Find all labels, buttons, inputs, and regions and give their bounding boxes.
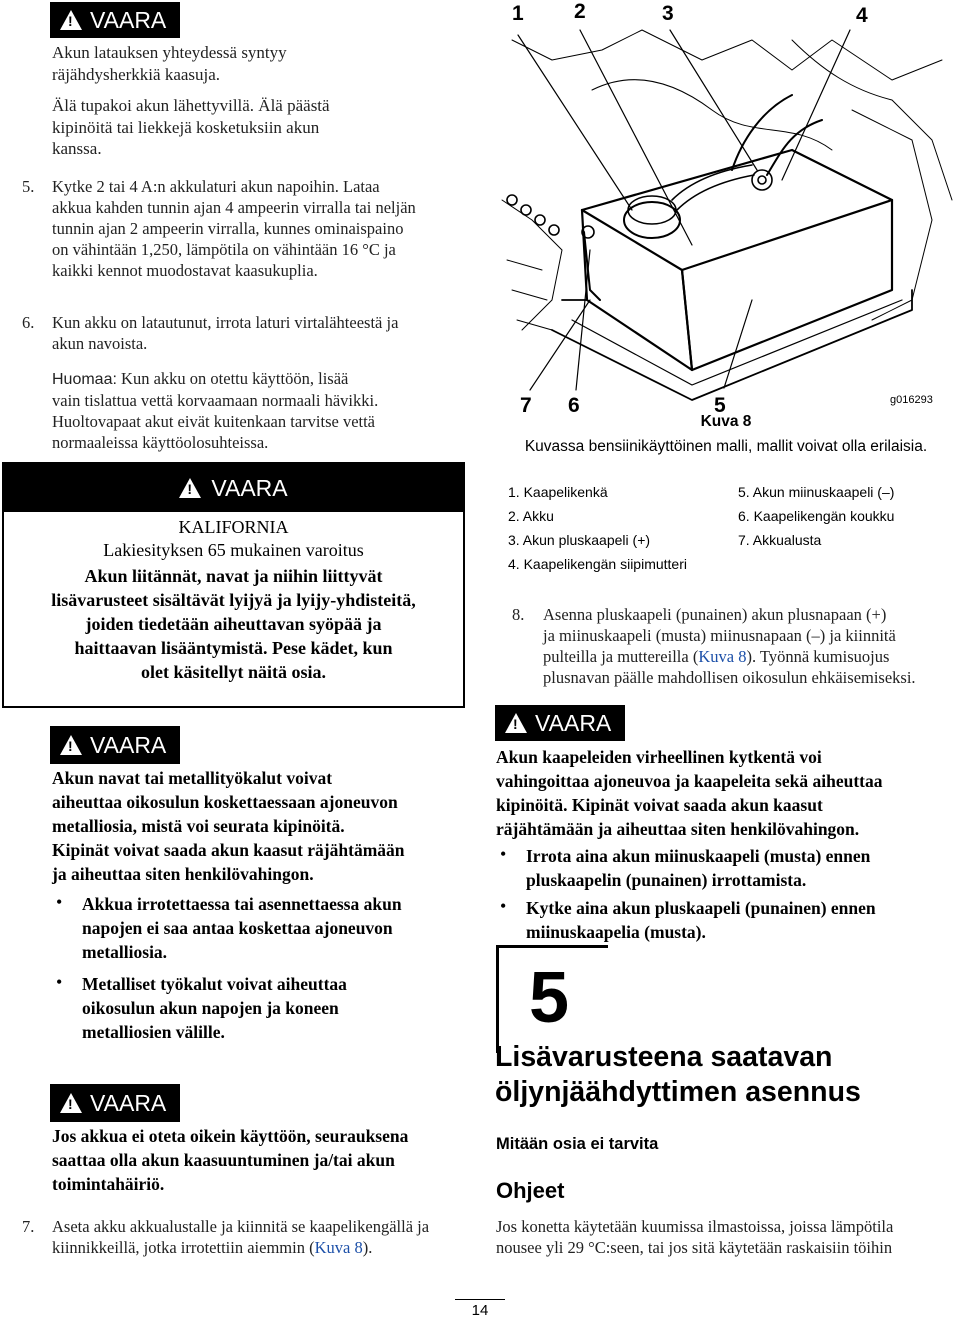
callout-5: 5 <box>714 394 726 417</box>
page-number-rule <box>455 1299 505 1300</box>
bullet-text <box>526 896 876 944</box>
text-line: Aseta akku akkualustalle ja kiinnitä se kaapelikengällä ja <box>52 1217 430 1236</box>
warning-text <box>52 1124 408 1196</box>
legend-left <box>508 480 687 576</box>
text-line: akkua kahden tunnin ajan 4 ampeerin virralla tai neljän <box>52 198 416 217</box>
section-title <box>495 1040 861 1110</box>
warning-text <box>52 766 405 886</box>
figure-caption: Kuvassa bensiinikäyttöinen malli, mallit voivat olla erilaisia. <box>524 438 928 455</box>
callout-7: 7 <box>520 394 532 417</box>
text-line: Asenna pluskaapeli (punainen) akun plusnapaan (+) <box>543 605 887 624</box>
text-line: Akun latauksen yhteydessä syntyy <box>52 43 287 62</box>
text-line: pulteilla ja muttereilla ( <box>543 647 699 666</box>
text-line: Metalliset työkalut voivat aiheuttaa <box>82 974 347 994</box>
bullet-icon: • <box>56 972 63 992</box>
text-line: ja aiheuttaa siten henkilövahingon. <box>52 864 314 884</box>
text-line: Kun akku on latautunut, irrota laturi virtalähteestä ja <box>52 313 399 332</box>
figure-link[interactable]: Kuva 8 <box>698 647 747 666</box>
warning-triangle-icon <box>60 10 82 30</box>
text-line: Kun akku on otettu käyttöön, lisää <box>121 369 349 388</box>
warning-label: VAARA <box>535 710 612 736</box>
figure-title: Kuva 8 <box>700 413 752 430</box>
section-number: 5 <box>529 958 570 1038</box>
text-line: kipinöitä. Kipinät voivat saada akun kaasut <box>496 795 823 815</box>
text-line: nousee yli 29 °C:seen, tai jos sitä käytetään raskaisiin töihin <box>496 1238 893 1257</box>
warning-triangle-icon <box>179 478 201 498</box>
warning-label: VAARA <box>90 1090 167 1116</box>
section-number-box <box>496 945 608 1053</box>
bullet-text <box>526 844 870 892</box>
text-line: ja miinuskaapeli (musta) miinusnapaan (–) ja kiinnitä <box>543 626 896 645</box>
text-line: lisävarusteet sisältävät lyijyä ja lyijy-yhdisteitä, <box>51 590 416 610</box>
warning-header <box>4 464 463 512</box>
step-text <box>52 312 398 354</box>
warning-triangle-icon <box>60 1093 82 1113</box>
text-line: on vähintään 1,250, lämpötila on vähintään 16 °C ja <box>52 240 396 259</box>
bullet-icon: • <box>500 896 507 916</box>
text-line: Lisävarusteena saatavan <box>495 1041 833 1073</box>
bullet-icon: • <box>56 892 63 912</box>
california-title <box>4 516 463 562</box>
text-line: pluskaapelin (punainen) irrottamista. <box>526 870 807 890</box>
text-line: metalliosia. <box>82 942 168 962</box>
warning-header <box>50 2 180 38</box>
text-line: kanssa. <box>52 139 102 158</box>
note-label: Huomaa: <box>52 371 117 388</box>
step-text <box>52 1216 429 1258</box>
text-line: öljynjäähdyttimen asennus <box>495 1076 861 1108</box>
text-line: Älä tupakoi akun lähettyvillä. Älä päästä <box>52 96 330 115</box>
text-line: olet käsitellyt näitä osia. <box>141 662 326 682</box>
warning-header <box>495 705 625 741</box>
california-text <box>4 564 463 684</box>
text-line: joiden tiedetään aiheuttavan syöpää ja <box>85 614 382 634</box>
text-line: KALIFORNIA <box>178 517 289 537</box>
bullet-icon: • <box>500 844 507 864</box>
text-line: miinuskaapelia (musta). <box>526 922 706 942</box>
text-line: Akun liitännät, navat ja niihin liittyvät <box>84 566 383 586</box>
step-number: 6. <box>22 313 35 332</box>
text-line: oikosulun akun napojen ja koneen <box>82 998 339 1018</box>
legend-item: 2. Akku <box>508 508 554 524</box>
warning-label: VAARA <box>211 474 288 501</box>
text-line: metalliosia, mistä voi seurata kipinöitä. <box>52 816 345 836</box>
section-text <box>496 1216 893 1258</box>
legend-right <box>738 480 894 552</box>
section-heading: Ohjeet <box>496 1178 565 1203</box>
callout-4: 4 <box>856 4 868 27</box>
text-line: Jos konetta käytetään kuumissa ilmastoissa, joissa lämpötila <box>496 1217 894 1236</box>
text-line: plusnavan päälle mahdollisen oikosulun ehkäisemiseksi. <box>543 668 916 687</box>
battery-illustration <box>492 0 960 440</box>
text-line: Akkua irrotettaessa tai asennettaessa akun <box>82 894 402 914</box>
text-line: tunnin ajan 2 ampeerin virralla, kunnes ominaispaino <box>52 219 404 238</box>
legend-item: 5. Akun miinuskaapeli (–) <box>738 484 895 500</box>
legend-item: 3. Akun pluskaapeli (+) <box>508 532 651 548</box>
bullet-text <box>82 972 347 1044</box>
step-text <box>543 604 916 688</box>
text-line: Akun navat tai metallityökalut voivat <box>52 768 333 788</box>
step-number: 8. <box>512 605 525 624</box>
warning-text <box>496 745 882 841</box>
warning-header <box>50 1084 180 1122</box>
figure-code: g016293 <box>890 394 933 406</box>
text-line: Kytke 2 tai 4 A:n akkulaturi akun napoihin. Lataa <box>52 177 380 196</box>
warning-label: VAARA <box>90 732 167 758</box>
text-line: aiheuttaa oikosulun koskettaessaan ajoneuvon <box>52 792 398 812</box>
legend-item: 6. Kaapelikengän koukku <box>738 508 895 524</box>
text-line: normaaleissa käyttöolosuhteissa. <box>52 433 269 452</box>
step-number: 7. <box>22 1217 35 1236</box>
text-line: kiinnikkeillä, jotka irrotettiin aiemmin ( <box>52 1238 315 1257</box>
page-number: 14 <box>471 1302 489 1319</box>
text-line: Irrota aina akun miinuskaapeli (musta) ennen <box>526 846 871 866</box>
text-line: akun navoista. <box>52 334 148 353</box>
text-line: Huoltovapaat akut eivät kuitenkaan tarvitse vettä <box>52 412 376 431</box>
warning-triangle-icon <box>505 713 527 733</box>
legend-item: 4. Kaapelikengän siipimutteri <box>508 556 687 572</box>
text-line: Kipinät voivat saada akun kaasut räjähtämään <box>52 840 405 860</box>
text-line: Kytke aina akun pluskaapeli (punainen) ennen <box>526 898 876 918</box>
text-line: Akun kaapeleiden virheellinen kytkentä voi <box>496 747 822 767</box>
text-line: napojen ei saa antaa koskettaa ajoneuvon <box>82 918 393 938</box>
text-line: toimintahäiriö. <box>52 1174 165 1194</box>
text-line: metalliosien välille. <box>82 1022 225 1042</box>
callout-3: 3 <box>662 2 674 25</box>
text-line: vahingoittaa ajoneuvoa ja kaapeleita sekä aiheuttaa <box>496 771 883 791</box>
warning-label: VAARA <box>90 7 167 33</box>
text-line: räjähdysherkkiä kaasuja. <box>52 64 221 84</box>
california-warning-box <box>2 462 465 708</box>
text-line: kipinöitä tai liekkejä kosketuksiin akun <box>52 117 320 137</box>
note-block <box>52 368 378 453</box>
legend-item: 1. Kaapelikenkä <box>508 484 608 500</box>
text-line: ). <box>362 1238 373 1257</box>
text-line: haittaavan lisääntymistä. Pese kädet, kun <box>74 638 393 658</box>
legend-item: 7. Akkualusta <box>738 532 822 548</box>
text-line: räjähtämään ja aiheuttaa siten henkilövahingon. <box>496 819 860 839</box>
warning-header <box>50 726 180 764</box>
callout-6: 6 <box>568 394 580 417</box>
step-text <box>52 176 416 281</box>
callout-1: 1 <box>512 2 524 25</box>
callout-2: 2 <box>574 0 586 23</box>
text-line: Lakiesityksen 65 mukainen varoitus <box>103 540 364 560</box>
step-number: 5. <box>22 177 35 196</box>
text-line: saattaa olla akun kaasuuntuminen ja/tai akun <box>52 1150 395 1170</box>
section-subtitle: Mitään osia ei tarvita <box>496 1135 659 1153</box>
text-line: vain tislattua vettä korvaamaan normaali hävikki. <box>52 391 379 410</box>
text-line: Jos akkua ei oteta oikein käyttöön, seurauksena <box>52 1126 409 1146</box>
warning-text <box>52 42 330 160</box>
bullet-text <box>82 892 402 964</box>
text-line: ). Työnnä kumisuojus <box>746 647 890 666</box>
warning-triangle-icon <box>60 735 82 755</box>
figure-link[interactable]: Kuva 8 <box>314 1238 363 1257</box>
text-line: kaikki kennot muodostavat kaasukuplia. <box>52 261 318 280</box>
